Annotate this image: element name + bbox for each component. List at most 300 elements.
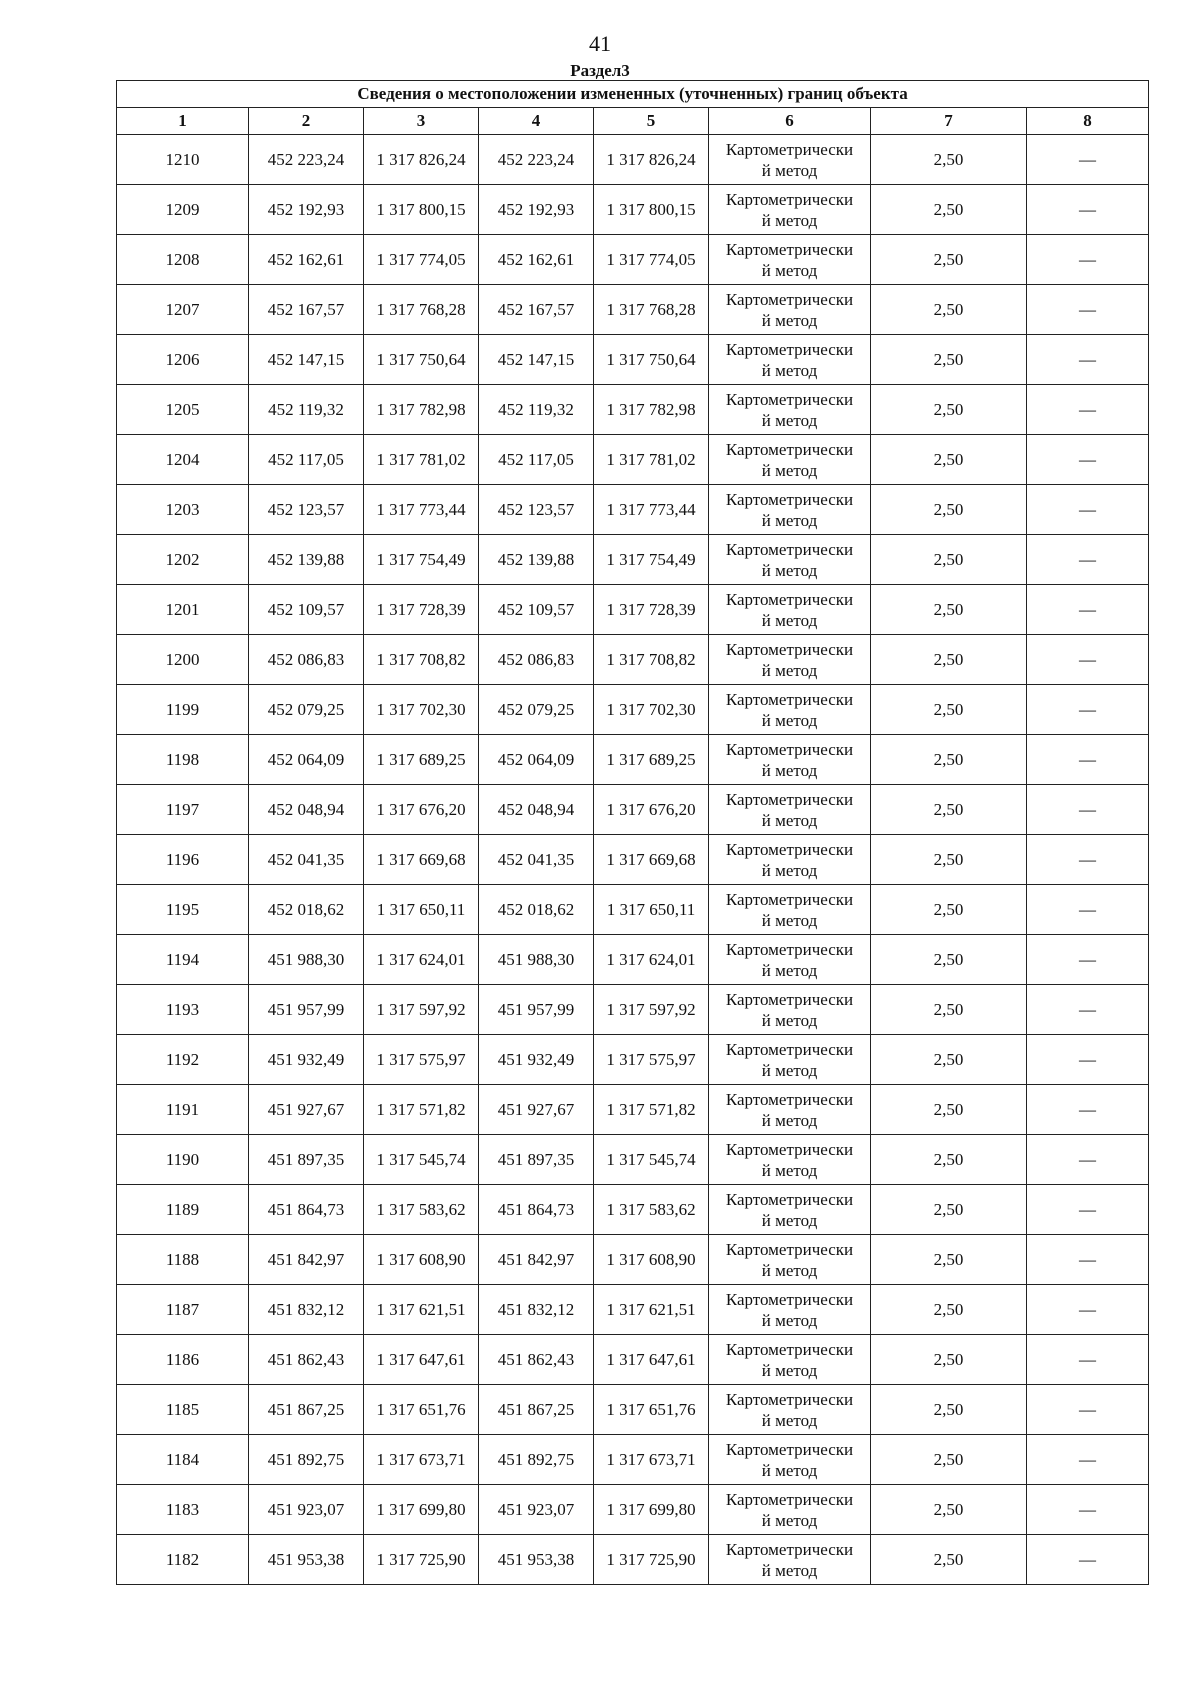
method-line-2: й метод xyxy=(761,810,818,830)
note-cell: — xyxy=(1027,1135,1149,1185)
y-old-cell: 1 317 800,15 xyxy=(364,185,479,235)
method-line-1: Картометрически xyxy=(725,189,854,209)
y-new-cell: 1 317 545,74 xyxy=(594,1135,709,1185)
y-new-cell: 1 317 826,24 xyxy=(594,135,709,185)
method-cell xyxy=(709,1235,871,1285)
x-old-cell: 452 223,24 xyxy=(249,135,364,185)
table-row xyxy=(117,985,1149,1035)
y-old-cell: 1 317 781,02 xyxy=(364,435,479,485)
method-line-2: й метод xyxy=(761,710,818,730)
y-new-cell: 1 317 782,98 xyxy=(594,385,709,435)
point-number-cell: 1187 xyxy=(117,1285,249,1335)
table-row xyxy=(117,1085,1149,1135)
note-cell: — xyxy=(1027,735,1149,785)
method-cell xyxy=(709,735,871,785)
note-cell: — xyxy=(1027,685,1149,735)
table-row xyxy=(117,235,1149,285)
x-new-cell: 452 162,61 xyxy=(479,235,594,285)
section-title: Раздел3 xyxy=(570,61,630,80)
method-line-1: Картометрически xyxy=(725,139,854,159)
method-line-2: й метод xyxy=(761,1060,818,1080)
note-cell: — xyxy=(1027,1435,1149,1485)
y-new-cell: 1 317 669,68 xyxy=(594,835,709,885)
x-new-cell: 451 988,30 xyxy=(479,935,594,985)
precision-cell: 2,50 xyxy=(871,985,1027,1035)
y-old-cell: 1 317 768,28 xyxy=(364,285,479,335)
method-line-1: Картометрически xyxy=(725,1489,854,1509)
table-row xyxy=(117,735,1149,785)
method-line-1: Картометрически xyxy=(725,389,854,409)
method-line-1: Картометрически xyxy=(725,1189,854,1209)
column-number-2: 2 xyxy=(249,108,364,135)
method-cell xyxy=(709,985,871,1035)
y-old-cell: 1 317 708,82 xyxy=(364,635,479,685)
x-old-cell: 452 117,05 xyxy=(249,435,364,485)
y-new-cell: 1 317 650,11 xyxy=(594,885,709,935)
table-row xyxy=(117,185,1149,235)
column-number-3: 3 xyxy=(364,108,479,135)
table-row xyxy=(117,935,1149,985)
y-old-cell: 1 317 647,61 xyxy=(364,1335,479,1385)
x-new-cell: 451 864,73 xyxy=(479,1185,594,1235)
x-new-cell: 452 079,25 xyxy=(479,685,594,735)
note-cell: — xyxy=(1027,335,1149,385)
x-new-cell: 452 119,32 xyxy=(479,385,594,435)
method-cell xyxy=(709,685,871,735)
x-new-cell: 451 927,67 xyxy=(479,1085,594,1135)
method-line-2: й метод xyxy=(761,1360,818,1380)
table-row xyxy=(117,1235,1149,1285)
table-row xyxy=(117,885,1149,935)
point-number-cell: 1202 xyxy=(117,535,249,585)
method-cell xyxy=(709,835,871,885)
point-number-cell: 1210 xyxy=(117,135,249,185)
method-line-2: й метод xyxy=(761,910,818,930)
table-row xyxy=(117,135,1149,185)
method-cell xyxy=(709,1135,871,1185)
note-cell: — xyxy=(1027,1235,1149,1285)
method-cell xyxy=(709,235,871,285)
note-cell: — xyxy=(1027,135,1149,185)
method-line-2: й метод xyxy=(761,1310,818,1330)
y-old-cell: 1 317 575,97 xyxy=(364,1035,479,1085)
precision-cell: 2,50 xyxy=(871,735,1027,785)
x-new-cell: 452 048,94 xyxy=(479,785,594,835)
y-old-cell: 1 317 673,71 xyxy=(364,1435,479,1485)
method-cell xyxy=(709,385,871,435)
precision-cell: 2,50 xyxy=(871,1185,1027,1235)
point-number-cell: 1185 xyxy=(117,1385,249,1435)
method-line-1: Картометрически xyxy=(725,1339,854,1359)
column-number-row xyxy=(117,108,1149,135)
x-old-cell: 451 842,97 xyxy=(249,1235,364,1285)
precision-cell: 2,50 xyxy=(871,785,1027,835)
method-line-2: й метод xyxy=(761,1160,818,1180)
method-line-1: Картометрически xyxy=(725,439,854,459)
note-cell: — xyxy=(1027,985,1149,1035)
y-old-cell: 1 317 669,68 xyxy=(364,835,479,885)
method-line-2: й метод xyxy=(761,310,818,330)
point-number-cell: 1195 xyxy=(117,885,249,935)
method-cell xyxy=(709,1285,871,1335)
coordinates-table xyxy=(116,80,1149,1585)
method-line-1: Картометрически xyxy=(725,889,854,909)
method-line-1: Картометрически xyxy=(725,639,854,659)
y-old-cell: 1 317 725,90 xyxy=(364,1535,479,1585)
y-old-cell: 1 317 782,98 xyxy=(364,385,479,435)
y-new-cell: 1 317 673,71 xyxy=(594,1435,709,1485)
x-new-cell: 452 223,24 xyxy=(479,135,594,185)
point-number-cell: 1205 xyxy=(117,385,249,435)
x-new-cell: 452 123,57 xyxy=(479,485,594,535)
x-new-cell: 452 086,83 xyxy=(479,635,594,685)
method-line-1: Картометрически xyxy=(725,1389,854,1409)
table-body xyxy=(117,135,1149,1585)
method-line-2: й метод xyxy=(761,1560,818,1580)
y-old-cell: 1 317 583,62 xyxy=(364,1185,479,1235)
method-line-2: й метод xyxy=(761,610,818,630)
method-cell xyxy=(709,1485,871,1535)
method-line-2: й метод xyxy=(761,360,818,380)
x-new-cell: 452 064,09 xyxy=(479,735,594,785)
note-cell: — xyxy=(1027,1485,1149,1535)
method-cell xyxy=(709,1335,871,1385)
y-old-cell: 1 317 750,64 xyxy=(364,335,479,385)
point-number-cell: 1190 xyxy=(117,1135,249,1185)
column-number-6: 6 xyxy=(709,108,871,135)
x-old-cell: 452 139,88 xyxy=(249,535,364,585)
precision-cell: 2,50 xyxy=(871,385,1027,435)
precision-cell: 2,50 xyxy=(871,885,1027,935)
table-row xyxy=(117,1435,1149,1485)
table-row xyxy=(117,1335,1149,1385)
method-cell xyxy=(709,1435,871,1485)
method-line-2: й метод xyxy=(761,510,818,530)
x-new-cell: 452 041,35 xyxy=(479,835,594,885)
y-new-cell: 1 317 651,76 xyxy=(594,1385,709,1435)
method-line-2: й метод xyxy=(761,1410,818,1430)
method-line-1: Картометрически xyxy=(725,1139,854,1159)
note-cell: — xyxy=(1027,1035,1149,1085)
y-new-cell: 1 317 773,44 xyxy=(594,485,709,535)
y-new-cell: 1 317 624,01 xyxy=(594,935,709,985)
y-old-cell: 1 317 597,92 xyxy=(364,985,479,1035)
column-number-7: 7 xyxy=(871,108,1027,135)
precision-cell: 2,50 xyxy=(871,235,1027,285)
method-line-1: Картометрически xyxy=(725,839,854,859)
note-cell: — xyxy=(1027,535,1149,585)
x-old-cell: 452 147,15 xyxy=(249,335,364,385)
table-row xyxy=(117,785,1149,835)
x-new-cell: 452 139,88 xyxy=(479,535,594,585)
y-new-cell: 1 317 774,05 xyxy=(594,235,709,285)
y-old-cell: 1 317 621,51 xyxy=(364,1285,479,1335)
method-line-1: Картометрически xyxy=(725,739,854,759)
table-row xyxy=(117,535,1149,585)
precision-cell: 2,50 xyxy=(871,435,1027,485)
point-number-cell: 1191 xyxy=(117,1085,249,1135)
point-number-cell: 1193 xyxy=(117,985,249,1035)
y-old-cell: 1 317 774,05 xyxy=(364,235,479,285)
note-cell: — xyxy=(1027,235,1149,285)
precision-cell: 2,50 xyxy=(871,135,1027,185)
method-cell xyxy=(709,1035,871,1085)
y-old-cell: 1 317 650,11 xyxy=(364,885,479,935)
table-row xyxy=(117,285,1149,335)
column-number-8: 8 xyxy=(1027,108,1149,135)
table-row xyxy=(117,1485,1149,1535)
method-line-1: Картометрически xyxy=(725,1289,854,1309)
table-row xyxy=(117,335,1149,385)
method-line-2: й метод xyxy=(761,160,818,180)
method-line-1: Картометрически xyxy=(725,1039,854,1059)
method-line-1: Картометрически xyxy=(725,589,854,609)
y-old-cell: 1 317 728,39 xyxy=(364,585,479,635)
x-old-cell: 452 018,62 xyxy=(249,885,364,935)
precision-cell: 2,50 xyxy=(871,1135,1027,1185)
y-old-cell: 1 317 676,20 xyxy=(364,785,479,835)
method-line-2: й метод xyxy=(761,1110,818,1130)
method-line-2: й метод xyxy=(761,1260,818,1280)
method-cell xyxy=(709,335,871,385)
method-cell xyxy=(709,785,871,835)
precision-cell: 2,50 xyxy=(871,485,1027,535)
x-new-cell: 452 147,15 xyxy=(479,335,594,385)
x-new-cell: 451 892,75 xyxy=(479,1435,594,1485)
table-row xyxy=(117,635,1149,685)
y-new-cell: 1 317 571,82 xyxy=(594,1085,709,1135)
y-new-cell: 1 317 689,25 xyxy=(594,735,709,785)
method-cell xyxy=(709,185,871,235)
point-number-cell: 1186 xyxy=(117,1335,249,1385)
method-line-1: Картометрически xyxy=(725,789,854,809)
method-line-1: Картометрически xyxy=(725,489,854,509)
method-line-1: Картометрически xyxy=(725,339,854,359)
note-cell: — xyxy=(1027,1285,1149,1335)
x-old-cell: 451 988,30 xyxy=(249,935,364,985)
precision-cell: 2,50 xyxy=(871,1435,1027,1485)
method-line-1: Картометрически xyxy=(725,239,854,259)
method-line-1: Картометрически xyxy=(725,1239,854,1259)
point-number-cell: 1208 xyxy=(117,235,249,285)
x-new-cell: 451 832,12 xyxy=(479,1285,594,1335)
y-new-cell: 1 317 708,82 xyxy=(594,635,709,685)
point-number-cell: 1184 xyxy=(117,1435,249,1485)
y-old-cell: 1 317 608,90 xyxy=(364,1235,479,1285)
note-cell: — xyxy=(1027,935,1149,985)
column-number-4: 4 xyxy=(479,108,594,135)
method-line-2: й метод xyxy=(761,1210,818,1230)
method-cell xyxy=(709,1535,871,1585)
y-old-cell: 1 317 702,30 xyxy=(364,685,479,735)
point-number-cell: 1198 xyxy=(117,735,249,785)
precision-cell: 2,50 xyxy=(871,1235,1027,1285)
point-number-cell: 1199 xyxy=(117,685,249,735)
x-old-cell: 451 927,67 xyxy=(249,1085,364,1135)
x-new-cell: 451 842,97 xyxy=(479,1235,594,1285)
point-number-cell: 1197 xyxy=(117,785,249,835)
method-line-1: Картометрически xyxy=(725,1439,854,1459)
method-line-2: й метод xyxy=(761,1010,818,1030)
precision-cell: 2,50 xyxy=(871,585,1027,635)
method-cell xyxy=(709,1185,871,1235)
method-line-1: Картометрически xyxy=(725,539,854,559)
method-line-2: й метод xyxy=(761,210,818,230)
method-line-1: Картометрически xyxy=(725,1089,854,1109)
point-number-cell: 1206 xyxy=(117,335,249,385)
method-line-2: й метод xyxy=(761,560,818,580)
y-old-cell: 1 317 773,44 xyxy=(364,485,479,535)
method-cell xyxy=(709,885,871,935)
table-row xyxy=(117,585,1149,635)
x-old-cell: 451 923,07 xyxy=(249,1485,364,1535)
method-line-1: Картометрически xyxy=(725,939,854,959)
x-new-cell: 451 923,07 xyxy=(479,1485,594,1535)
point-number-cell: 1182 xyxy=(117,1535,249,1585)
method-line-2: й метод xyxy=(761,960,818,980)
precision-cell: 2,50 xyxy=(871,285,1027,335)
y-new-cell: 1 317 608,90 xyxy=(594,1235,709,1285)
note-cell: — xyxy=(1027,785,1149,835)
table-row xyxy=(117,1285,1149,1335)
y-old-cell: 1 317 754,49 xyxy=(364,535,479,585)
x-old-cell: 452 064,09 xyxy=(249,735,364,785)
x-new-cell: 452 018,62 xyxy=(479,885,594,935)
y-new-cell: 1 317 647,61 xyxy=(594,1335,709,1385)
x-old-cell: 451 864,73 xyxy=(249,1185,364,1235)
table-row xyxy=(117,385,1149,435)
x-new-cell: 451 932,49 xyxy=(479,1035,594,1085)
x-old-cell: 451 897,35 xyxy=(249,1135,364,1185)
x-old-cell: 451 832,12 xyxy=(249,1285,364,1335)
y-new-cell: 1 317 800,15 xyxy=(594,185,709,235)
x-old-cell: 452 079,25 xyxy=(249,685,364,735)
point-number-cell: 1207 xyxy=(117,285,249,335)
y-old-cell: 1 317 826,24 xyxy=(364,135,479,185)
precision-cell: 2,50 xyxy=(871,935,1027,985)
method-cell xyxy=(709,585,871,635)
x-new-cell: 451 897,35 xyxy=(479,1135,594,1185)
method-line-1: Картометрически xyxy=(725,989,854,1009)
x-new-cell: 451 953,38 xyxy=(479,1535,594,1585)
note-cell: — xyxy=(1027,185,1149,235)
precision-cell: 2,50 xyxy=(871,535,1027,585)
method-line-2: й метод xyxy=(761,660,818,680)
precision-cell: 2,50 xyxy=(871,835,1027,885)
table-row xyxy=(117,435,1149,485)
precision-cell: 2,50 xyxy=(871,1335,1027,1385)
point-number-cell: 1183 xyxy=(117,1485,249,1535)
method-line-1: Картометрически xyxy=(725,1539,854,1559)
precision-cell: 2,50 xyxy=(871,685,1027,735)
x-old-cell: 452 041,35 xyxy=(249,835,364,885)
x-old-cell: 452 109,57 xyxy=(249,585,364,635)
note-cell: — xyxy=(1027,885,1149,935)
note-cell: — xyxy=(1027,285,1149,335)
y-new-cell: 1 317 768,28 xyxy=(594,285,709,335)
x-new-cell: 452 117,05 xyxy=(479,435,594,485)
y-old-cell: 1 317 689,25 xyxy=(364,735,479,785)
table-row xyxy=(117,685,1149,735)
page-number: 41 xyxy=(589,31,611,56)
point-number-cell: 1196 xyxy=(117,835,249,885)
point-number-cell: 1204 xyxy=(117,435,249,485)
y-new-cell: 1 317 781,02 xyxy=(594,435,709,485)
table-row xyxy=(117,835,1149,885)
y-new-cell: 1 317 750,64 xyxy=(594,335,709,385)
point-number-cell: 1194 xyxy=(117,935,249,985)
note-cell: — xyxy=(1027,1335,1149,1385)
x-old-cell: 452 086,83 xyxy=(249,635,364,685)
y-new-cell: 1 317 583,62 xyxy=(594,1185,709,1235)
method-cell xyxy=(709,635,871,685)
y-new-cell: 1 317 754,49 xyxy=(594,535,709,585)
method-cell xyxy=(709,285,871,335)
y-old-cell: 1 317 571,82 xyxy=(364,1085,479,1135)
y-new-cell: 1 317 575,97 xyxy=(594,1035,709,1085)
method-cell xyxy=(709,485,871,535)
y-old-cell: 1 317 699,80 xyxy=(364,1485,479,1535)
x-old-cell: 452 162,61 xyxy=(249,235,364,285)
method-line-1: Картометрически xyxy=(725,289,854,309)
table-row xyxy=(117,1385,1149,1435)
x-old-cell: 452 192,93 xyxy=(249,185,364,235)
point-number-cell: 1192 xyxy=(117,1035,249,1085)
point-number-cell: 1200 xyxy=(117,635,249,685)
y-old-cell: 1 317 545,74 xyxy=(364,1135,479,1185)
x-old-cell: 451 862,43 xyxy=(249,1335,364,1385)
point-number-cell: 1201 xyxy=(117,585,249,635)
x-old-cell: 451 892,75 xyxy=(249,1435,364,1485)
x-old-cell: 452 048,94 xyxy=(249,785,364,835)
precision-cell: 2,50 xyxy=(871,335,1027,385)
note-cell: — xyxy=(1027,485,1149,535)
point-number-cell: 1209 xyxy=(117,185,249,235)
x-old-cell: 451 957,99 xyxy=(249,985,364,1035)
y-new-cell: 1 317 699,80 xyxy=(594,1485,709,1535)
note-cell: — xyxy=(1027,585,1149,635)
y-old-cell: 1 317 624,01 xyxy=(364,935,479,985)
table-row xyxy=(117,1535,1149,1585)
x-old-cell: 451 867,25 xyxy=(249,1385,364,1435)
note-cell: — xyxy=(1027,835,1149,885)
table-caption: Сведения о местоположении измененных (уточненных) границ объекта xyxy=(117,81,1149,108)
x-new-cell: 451 867,25 xyxy=(479,1385,594,1435)
column-number-1: 1 xyxy=(117,108,249,135)
precision-cell: 2,50 xyxy=(871,1485,1027,1535)
method-cell xyxy=(709,1385,871,1435)
y-new-cell: 1 317 728,39 xyxy=(594,585,709,635)
x-new-cell: 452 109,57 xyxy=(479,585,594,635)
note-cell: — xyxy=(1027,1085,1149,1135)
y-new-cell: 1 317 702,30 xyxy=(594,685,709,735)
note-cell: — xyxy=(1027,635,1149,685)
method-line-2: й метод xyxy=(761,1510,818,1530)
precision-cell: 2,50 xyxy=(871,1035,1027,1085)
x-old-cell: 451 953,38 xyxy=(249,1535,364,1585)
note-cell: — xyxy=(1027,1385,1149,1435)
precision-cell: 2,50 xyxy=(871,1285,1027,1335)
table-row xyxy=(117,1185,1149,1235)
method-line-2: й метод xyxy=(761,760,818,780)
point-number-cell: 1203 xyxy=(117,485,249,535)
method-cell xyxy=(709,535,871,585)
method-line-2: й метод xyxy=(761,860,818,880)
table-row xyxy=(117,1135,1149,1185)
y-new-cell: 1 317 597,92 xyxy=(594,985,709,1035)
point-number-cell: 1188 xyxy=(117,1235,249,1285)
y-old-cell: 1 317 651,76 xyxy=(364,1385,479,1435)
